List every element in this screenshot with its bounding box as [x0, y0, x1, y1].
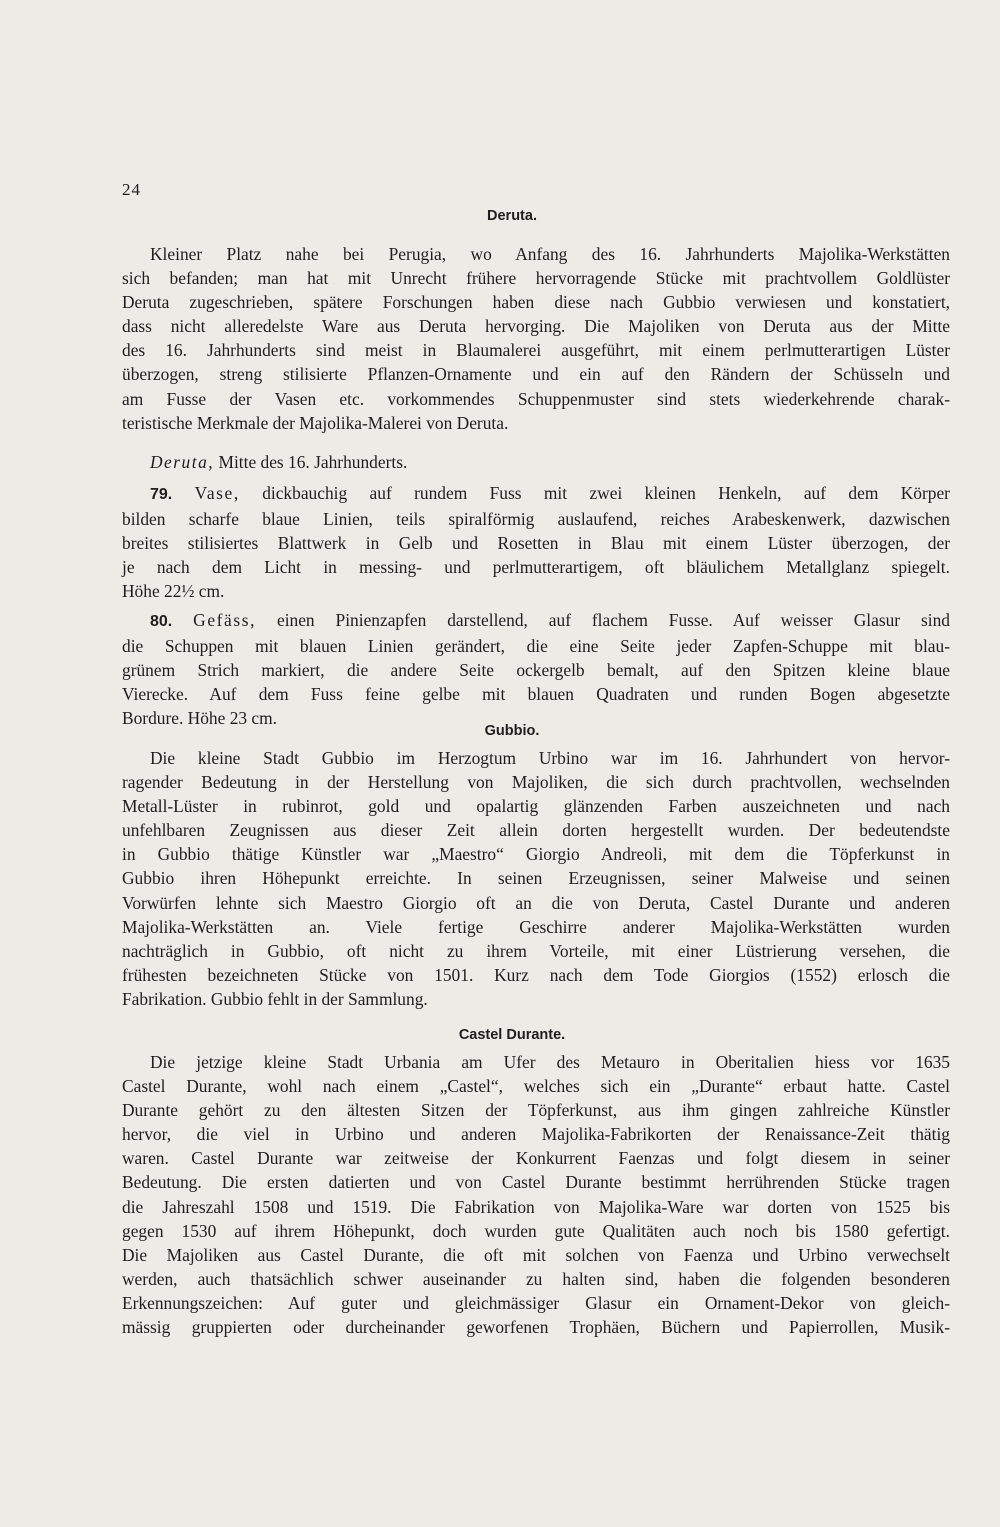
text-line: Fabrikation. Gubbio fehlt in der Sammlung. [122, 988, 428, 1009]
text-line: Vorwürfen lehnte sich Maestro Giorgio oft an die von Deruta, Castel Durante und anderen [122, 892, 950, 913]
section-heading-deruta: Deruta. [487, 208, 537, 224]
text-line: mässig gruppierten oder durcheinander geworfenen Trophäen, Büchern und Papierrollen, Musik- [122, 1317, 950, 1338]
text-line: Metall-Lüster in rubinrot, gold und opalartig glänzenden Farben auszeichneten und nach [122, 796, 950, 817]
text-line: die Jahreszahl 1508 und 1519. Die Fabrikation von Majolika-Ware war dorten von 1525 bis [122, 1196, 950, 1217]
text-line: frühesten bezeichneten Stücke von 1501. Kurz nach dem Tode Giorgios (1552) erlosch die [122, 964, 950, 985]
text-line: nachträglich in Gubbio, oft nicht zu ihrem Vorteile, mit einer Lüstrierung versehen, die [122, 940, 950, 961]
text-line: Castel Durante, wohl nach einem „Castel“, welches sich ein „Durante“ erbaut hatte. Castel [122, 1076, 950, 1097]
text-line: überzogen, streng stilisierte Pflanzen-Ornamente und ein auf den Rändern der Schüsseln und [122, 364, 950, 385]
text-line: Gubbio ihren Höhepunkt erreichte. In seinen Erzeugnissen, seiner Malweise und seinen [122, 868, 950, 889]
section-heading-gubbio: Gubbio. [484, 723, 540, 739]
text-line [122, 608, 950, 634]
item-title: Vase, [194, 483, 240, 503]
text-line [122, 481, 950, 507]
text-line: Bedeutung. Die ersten datierten und von Castel Durante bestimmt herrührenden Stücke tragen [122, 1172, 950, 1193]
text-line: hervor, die viel in Urbino und anderen Majolika-Fabrikorten der Renaissance-Zeit thätig [122, 1124, 950, 1145]
section-heading-castel-durante: Castel Durante. [458, 1027, 566, 1043]
text-line: Kleiner Platz nahe bei Perugia, wo Anfang des 16. Jahrhunderts Majolika-Werkstätten [150, 244, 950, 264]
item-text: dickbauchig auf rundem Fuss mit zwei kleinen Henkeln, auf dem Körper [262, 483, 950, 503]
item-number: 79. [150, 486, 173, 503]
text-line [122, 450, 950, 474]
text-line: des 16. Jahrhunderts sind meist in Blaumalerei ausgeführt, mit einem perlmutterartigen Lüster [122, 340, 950, 361]
deruta-intro-paragraph [122, 242, 950, 435]
subheading-place: Deruta, [150, 452, 215, 472]
text-line: Durante gehört zu den ältesten Sitzen der Töpferkunst, aus ihm gingen zahlreiche Künstler [122, 1100, 950, 1121]
item-title: Gefäss, [193, 610, 257, 630]
item-text: einen Pinienzapfen darstellend, auf flachem Fusse. Auf weisser Glasur sind [276, 610, 950, 630]
text-line: waren. Castel Durante war zeitweise der Konkurrent Faenzas und folgt diesem in seiner [122, 1148, 950, 1169]
text-line: Bordure. Höhe 23 cm. [122, 708, 278, 729]
text-line: Die jetzige kleine Stadt Urbania am Ufer des Metauro in Oberitalien hiess vor 1635 [150, 1052, 950, 1072]
deruta-subheading [122, 450, 950, 474]
text-line: Die kleine Stadt Gubbio im Herzogtum Urbino war im 16. Jahrhundert von hervor- [150, 748, 950, 768]
item-number: 80. [150, 613, 173, 630]
catalog-item-80 [122, 608, 950, 730]
text-line: Höhe 22½ cm. [122, 581, 225, 602]
text-line: sich befanden; man hat mit Unrecht frühere hervorragende Stücke mit prachtvollem Goldlüster [122, 268, 950, 289]
text-line: die Schuppen mit blauen Linien gerändert, die eine Seite jeder Zapfen-Schuppe mit blau- [122, 636, 950, 657]
text-line: grünem Strich markiert, die andere Seite ockergelb bemalt, auf den Spitzen kleine blaue [122, 660, 950, 681]
text-line: am Fusse der Vasen etc. vorkommendes Schuppenmuster sind stets wiederkehrende charak- [122, 388, 950, 409]
text-line: in Gubbio thätige Künstler war „Maestro“ Giorgio Andreoli, mit dem die Töpferkunst in [122, 844, 950, 865]
text-line: dass nicht alleredelste Ware aus Deruta hervorging. Die Majoliken von Deruta aus der Mitte [122, 316, 950, 337]
text-line: breites stilisiertes Blattwerk in Gelb und Rosetten in Blau mit einem Lüster überzogen, der [122, 533, 950, 554]
text-line: unfehlbaren Zeugnissen aus dieser Zeit allein dorten hergestellt wurden. Der bedeutendste [122, 820, 950, 841]
text-line: Vierecke. Auf dem Fuss feine gelbe mit blauen Quadraten und runden Bogen abgesetzte [122, 684, 950, 705]
text-line: je nach dem Licht in messing- und perlmutterartigem, oft bläulichem Metallglanz spiegelt. [122, 557, 950, 578]
castel-durante-paragraph [122, 1050, 950, 1339]
text-line: bilden scharfe blaue Linien, teils spiralförmig auslaufend, reiches Arabeskenwerk, dazwischen [122, 509, 950, 530]
text-line: teristische Merkmale der Majolika-Malerei von Deruta. [122, 412, 509, 433]
catalog-item-79 [122, 481, 950, 603]
text-line: Die Majoliken aus Castel Durante, die oft mit solchen von Faenza und Urbino verwechselt [122, 1244, 950, 1265]
text-line: werden, auch thatsächlich schwer auseinander zu halten sind, haben die folgenden besonderen [122, 1268, 950, 1289]
gubbio-paragraph [122, 746, 950, 1011]
text-line: Erkennungszeichen: Auf guter und gleichmässiger Glasur ein Ornament-Dekor von gleich- [122, 1292, 950, 1313]
text-line: Deruta zugeschrieben, spätere Forschungen haben diese nach Gubbio verwiesen und konstatiert, [122, 292, 950, 313]
subheading-period: Mitte des 16. Jahrhunderts. [218, 452, 408, 472]
page-number: 24 [122, 180, 141, 199]
text-line: gegen 1530 auf ihrem Höhepunkt, doch wurden gute Qualitäten auch noch bis 1580 gefertigt. [122, 1220, 950, 1241]
text-line: Majolika-Werkstätten an. Viele fertige Geschirre anderer Majolika-Werkstätten wurden [122, 916, 950, 937]
text-line: ragender Bedeutung in der Herstellung von Majoliken, die sich durch prachtvollen, wechselnden [122, 772, 950, 793]
